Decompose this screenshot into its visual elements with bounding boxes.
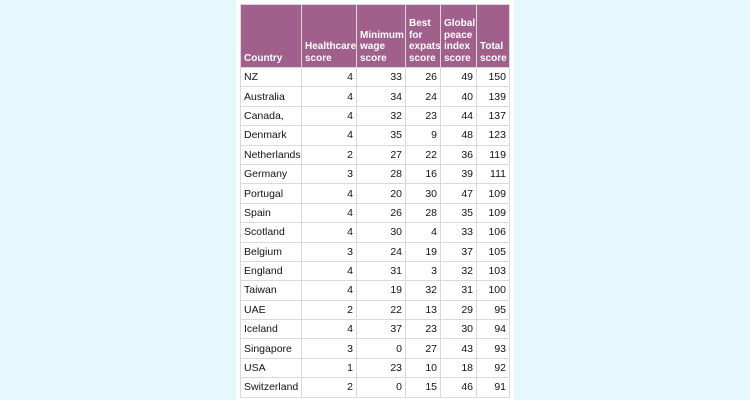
global-peace-index-score-cell: 44: [441, 106, 477, 125]
total-score-cell: 92: [477, 358, 510, 377]
best-for-expats-score-cell: 23: [406, 320, 441, 339]
country-cell: USA: [241, 358, 302, 377]
best-for-expats-score-cell: 9: [406, 126, 441, 145]
total-score-cell: 123: [477, 126, 510, 145]
healthcare-score-cell: 3: [302, 242, 357, 261]
table-row: [241, 339, 510, 358]
total-score-cell: 93: [477, 339, 510, 358]
total-score-cell: 106: [477, 223, 510, 242]
global-peace-index-score-cell: 18: [441, 358, 477, 377]
country-cell: Taiwan: [241, 281, 302, 300]
total-score-cell: 105: [477, 242, 510, 261]
total-score-cell: 119: [477, 145, 510, 164]
global-peace-index-score-cell: 36: [441, 145, 477, 164]
table-header: [241, 5, 510, 68]
healthcare-score-cell: 3: [302, 164, 357, 183]
minimum-wage-score-cell: 0: [357, 339, 406, 358]
header-healthcare-score: Healthcare score: [302, 5, 357, 68]
table-row: [241, 106, 510, 125]
global-peace-index-score-cell: 46: [441, 378, 477, 397]
total-score-cell: 150: [477, 68, 510, 87]
total-score-cell: 139: [477, 87, 510, 106]
minimum-wage-score-cell: 32: [357, 106, 406, 125]
total-score-cell: 94: [477, 320, 510, 339]
healthcare-score-cell: 4: [302, 184, 357, 203]
best-for-expats-score-cell: 16: [406, 164, 441, 183]
total-score-cell: 111: [477, 164, 510, 183]
country-cell: Netherlands: [241, 145, 302, 164]
minimum-wage-score-cell: 19: [357, 281, 406, 300]
minimum-wage-score-cell: 26: [357, 203, 406, 222]
minimum-wage-score-cell: 0: [357, 378, 406, 397]
table-row: [241, 320, 510, 339]
minimum-wage-score-cell: 33: [357, 68, 406, 87]
table-row: [241, 164, 510, 183]
total-score-cell: 103: [477, 261, 510, 280]
best-for-expats-score-cell: 4: [406, 223, 441, 242]
table-body: [241, 68, 510, 398]
healthcare-score-cell: 2: [302, 300, 357, 319]
minimum-wage-score-cell: 23: [357, 358, 406, 377]
best-for-expats-score-cell: 19: [406, 242, 441, 261]
global-peace-index-score-cell: 33: [441, 223, 477, 242]
best-for-expats-score-cell: 26: [406, 68, 441, 87]
best-for-expats-score-cell: 30: [406, 184, 441, 203]
total-score-cell: 137: [477, 106, 510, 125]
country-cell: Portugal: [241, 184, 302, 203]
global-peace-index-score-cell: 49: [441, 68, 477, 87]
table-row: [241, 242, 510, 261]
minimum-wage-score-cell: 34: [357, 87, 406, 106]
minimum-wage-score-cell: 27: [357, 145, 406, 164]
healthcare-score-cell: 4: [302, 87, 357, 106]
minimum-wage-score-cell: 30: [357, 223, 406, 242]
healthcare-score-cell: 4: [302, 281, 357, 300]
global-peace-index-score-cell: 30: [441, 320, 477, 339]
minimum-wage-score-cell: 35: [357, 126, 406, 145]
total-score-cell: 109: [477, 184, 510, 203]
header-global-peace-index-score: Global peace index score: [441, 5, 477, 68]
table-row: [241, 68, 510, 87]
healthcare-score-cell: 4: [302, 203, 357, 222]
minimum-wage-score-cell: 22: [357, 300, 406, 319]
best-for-expats-score-cell: 15: [406, 378, 441, 397]
best-for-expats-score-cell: 23: [406, 106, 441, 125]
table-row: [241, 358, 510, 377]
global-peace-index-score-cell: 39: [441, 164, 477, 183]
healthcare-score-cell: 2: [302, 145, 357, 164]
table-row: [241, 261, 510, 280]
total-score-cell: 95: [477, 300, 510, 319]
healthcare-score-cell: 4: [302, 68, 357, 87]
header-minimum-wage-score: Minimum wage score: [357, 5, 406, 68]
country-cell: Scotland: [241, 223, 302, 242]
header-total-score: Total score: [477, 5, 510, 68]
table-row: [241, 126, 510, 145]
country-cell: NZ: [241, 68, 302, 87]
healthcare-score-cell: 4: [302, 320, 357, 339]
table-row: [241, 184, 510, 203]
best-for-expats-score-cell: 22: [406, 145, 441, 164]
best-for-expats-score-cell: 27: [406, 339, 441, 358]
best-for-expats-score-cell: 24: [406, 87, 441, 106]
healthcare-score-cell: 4: [302, 126, 357, 145]
country-cell: Canada,: [241, 106, 302, 125]
healthcare-score-cell: 3: [302, 339, 357, 358]
best-for-expats-score-cell: 32: [406, 281, 441, 300]
table-row: [241, 281, 510, 300]
global-peace-index-score-cell: 29: [441, 300, 477, 319]
header-best-for-expats-score: Best for expats score: [406, 5, 441, 68]
minimum-wage-score-cell: 31: [357, 261, 406, 280]
country-cell: Germany: [241, 164, 302, 183]
country-cell: Singapore: [241, 339, 302, 358]
country-cell: Iceland: [241, 320, 302, 339]
minimum-wage-score-cell: 28: [357, 164, 406, 183]
country-cell: Australia: [241, 87, 302, 106]
table-row: [241, 378, 510, 397]
country-cell: Denmark: [241, 126, 302, 145]
country-cell: UAE: [241, 300, 302, 319]
country-cell: England: [241, 261, 302, 280]
header-country: Country: [241, 5, 302, 68]
healthcare-score-cell: 4: [302, 261, 357, 280]
healthcare-score-cell: 1: [302, 358, 357, 377]
best-for-expats-score-cell: 28: [406, 203, 441, 222]
best-for-expats-score-cell: 13: [406, 300, 441, 319]
global-peace-index-score-cell: 47: [441, 184, 477, 203]
country-score-table: [240, 4, 510, 398]
global-peace-index-score-cell: 43: [441, 339, 477, 358]
healthcare-score-cell: 2: [302, 378, 357, 397]
country-cell: Belgium: [241, 242, 302, 261]
global-peace-index-score-cell: 32: [441, 261, 477, 280]
global-peace-index-score-cell: 35: [441, 203, 477, 222]
table-row: [241, 223, 510, 242]
minimum-wage-score-cell: 37: [357, 320, 406, 339]
country-cell: Spain: [241, 203, 302, 222]
healthcare-score-cell: 4: [302, 223, 357, 242]
global-peace-index-score-cell: 40: [441, 87, 477, 106]
table-row: [241, 203, 510, 222]
header-row: [241, 5, 510, 68]
country-cell: Switzerland: [241, 378, 302, 397]
global-peace-index-score-cell: 37: [441, 242, 477, 261]
global-peace-index-score-cell: 48: [441, 126, 477, 145]
document-page: [236, 0, 514, 400]
best-for-expats-score-cell: 10: [406, 358, 441, 377]
total-score-cell: 100: [477, 281, 510, 300]
table-row: [241, 300, 510, 319]
minimum-wage-score-cell: 20: [357, 184, 406, 203]
table-row: [241, 145, 510, 164]
global-peace-index-score-cell: 31: [441, 281, 477, 300]
healthcare-score-cell: 4: [302, 106, 357, 125]
minimum-wage-score-cell: 24: [357, 242, 406, 261]
total-score-cell: 91: [477, 378, 510, 397]
total-score-cell: 109: [477, 203, 510, 222]
table-row: [241, 87, 510, 106]
best-for-expats-score-cell: 3: [406, 261, 441, 280]
